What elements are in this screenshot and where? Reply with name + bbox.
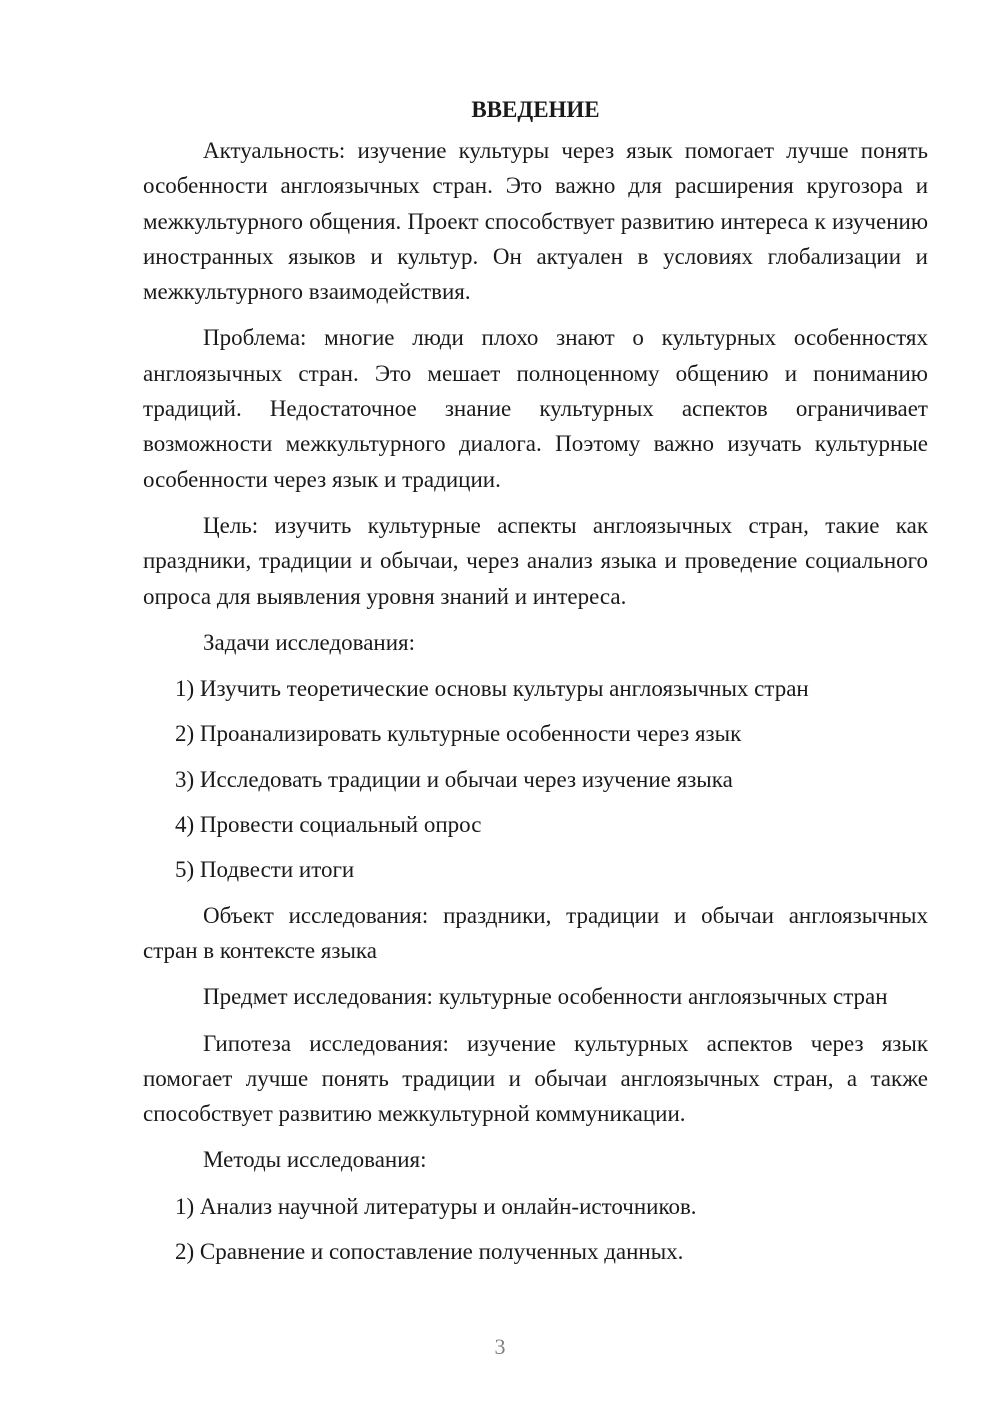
page-number: 3 <box>494 1334 506 1359</box>
method-item: 2) Сравнение и сопоставление полученных данных. <box>175 1239 684 1265</box>
task-item: 5) Подвести итоги <box>175 857 355 883</box>
method-item: 1) Анализ научной литературы и онлайн-источников. <box>175 1193 697 1219</box>
problem-paragraph: Проблема: многие люди плохо знают о культурных особенностях англоязычных стран. Это мешает полноценному общению и пониманию традиций. Недостаточное знание культурных аспектов ограничивает возможности межкультурного диалога. Поэтому важно изучать культурные особенности через язык и традиции. <box>143 325 928 492</box>
hypothesis-paragraph: Гипотеза исследования: изучение культурных аспектов через язык помогает лучше понять традиции и обычаи англоязычных стран, а также способствует развитию межкультурной коммуникации. <box>143 1030 928 1127</box>
task-item: 3) Исследовать традиции и обычаи через изучение языка <box>175 766 733 792</box>
document-page <box>143 92 928 1279</box>
goal-paragraph: Цель: изучить культурные аспекты англоязычных стран, такие как праздники, традиции и обычаи, через анализ языка и проведение социального опроса для выявления уровня знаний и интереса. <box>143 512 928 609</box>
methods-label: Методы исследования: <box>203 1147 427 1173</box>
object-paragraph: Объект исследования: праздники, традиции и обычаи англоязычных стран в контексте языка <box>143 902 928 963</box>
subject-paragraph: Предмет исследования: культурные особенности англоязычных стран <box>203 984 888 1010</box>
page-title: ВВЕДЕНИЕ <box>471 97 600 122</box>
task-item: 2) Проанализировать культурные особенности через язык <box>175 721 742 747</box>
task-item: 1) Изучить теоретические основы культуры англоязычных стран <box>175 676 809 702</box>
task-item: 4) Провести социальный опрос <box>175 812 482 838</box>
tasks-label: Задачи исследования: <box>203 629 416 655</box>
relevance-paragraph: Актуальность: изучение культуры через язык помогает лучше понять особенности англоязычных стран. Это важно для расширения кругозора и межкультурного общения. Проект способствует развитию интереса к изучению иностранных языков и культур. Он актуален в условиях глобализации и межкультурного взаимодействия. <box>143 138 928 305</box>
